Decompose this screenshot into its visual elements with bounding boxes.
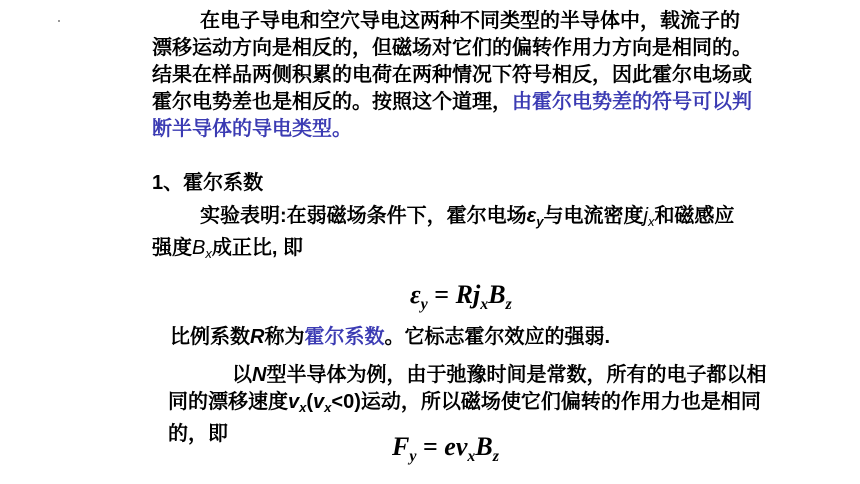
paragraph-carrier-drift <box>152 8 752 143</box>
p2-epsilon: ε <box>526 205 537 227</box>
eq2-sub-z: z <box>492 448 499 465</box>
eq2-F: F <box>392 432 410 461</box>
p3-R: R <box>250 326 265 348</box>
eq1-B: B <box>488 280 506 309</box>
paragraph-hall-coefficient <box>170 324 770 351</box>
p2-j: j <box>643 205 648 227</box>
eq2-sub-y: y <box>409 448 417 465</box>
p4-text-b: 型半导体为例，由于弛豫时间是常数，所有的电子都以相同的漂移速度 <box>168 364 767 413</box>
paragraph1-highlight: 由霍尔电势差的符号可以判断半导体的导电类型。 <box>152 91 752 140</box>
p2-text-c: 和磁感应强度 <box>152 205 735 259</box>
p2-sub-y: y <box>536 214 544 229</box>
eq1-equals: = <box>427 280 456 309</box>
bullet-dot <box>58 20 60 22</box>
p4-text-c: 运动，所以磁场使它们偏转的作用力也是相同的，即 <box>168 391 761 445</box>
equation-hall-field <box>410 280 512 314</box>
eq1-sub-y: y <box>420 296 428 313</box>
eq1-R: R <box>455 280 473 309</box>
p4-N: N <box>252 364 267 386</box>
p4-v2-sub: x <box>324 400 332 415</box>
p4-v: v <box>288 391 300 413</box>
paragraph-experiment <box>152 203 752 267</box>
p2-B: B <box>192 237 206 259</box>
p3-text-a: 比例系数 <box>170 326 250 348</box>
p3-highlight: 霍尔系数 <box>304 326 385 348</box>
eq2-sub-x: x <box>467 448 476 465</box>
p2-text-b: 与电流密度 <box>543 205 644 227</box>
paragraph1-text: 在电子导电和空穴导电这两种不同类型的半导体中，载流子的漂移运动方向是相反的，但磁场对它们的偏转作用力方向是相同的。结果在样品两侧积累的电荷在两种情况下符号相反，因此霍尔电场或霍尔电势差也是相反的。按照这个道理， <box>152 10 752 113</box>
p4-v2: v <box>313 391 325 413</box>
eq1-epsilon: ε <box>410 280 421 309</box>
p2-sub-x: x <box>647 214 655 229</box>
eq2-ev: ev <box>444 432 468 461</box>
section-title: 1、霍尔系数 <box>152 172 264 194</box>
p2-text-a: 实验表明:在弱磁场条件下，霍尔电场 <box>200 205 527 227</box>
p4-v-sub: x <box>299 400 307 415</box>
eq1-j: j <box>472 280 481 309</box>
eq2-equals: = <box>416 432 445 461</box>
eq1-sub-z: z <box>505 296 512 313</box>
eq2-B: B <box>475 432 493 461</box>
p4-paren: ( <box>306 391 314 413</box>
p4-text-a: 以 <box>232 364 252 386</box>
equation-lorentz-force <box>392 432 499 466</box>
p3-text-c: 。它标志霍尔效应的强弱. <box>384 326 611 348</box>
p2-text-d: 成正比, 即 <box>211 237 303 259</box>
p3-text-b: 称为 <box>264 326 305 348</box>
eq1-sub-x: x <box>480 296 489 313</box>
p4-cond: <0) <box>331 391 361 413</box>
p2-sub-x2: x <box>205 246 212 261</box>
